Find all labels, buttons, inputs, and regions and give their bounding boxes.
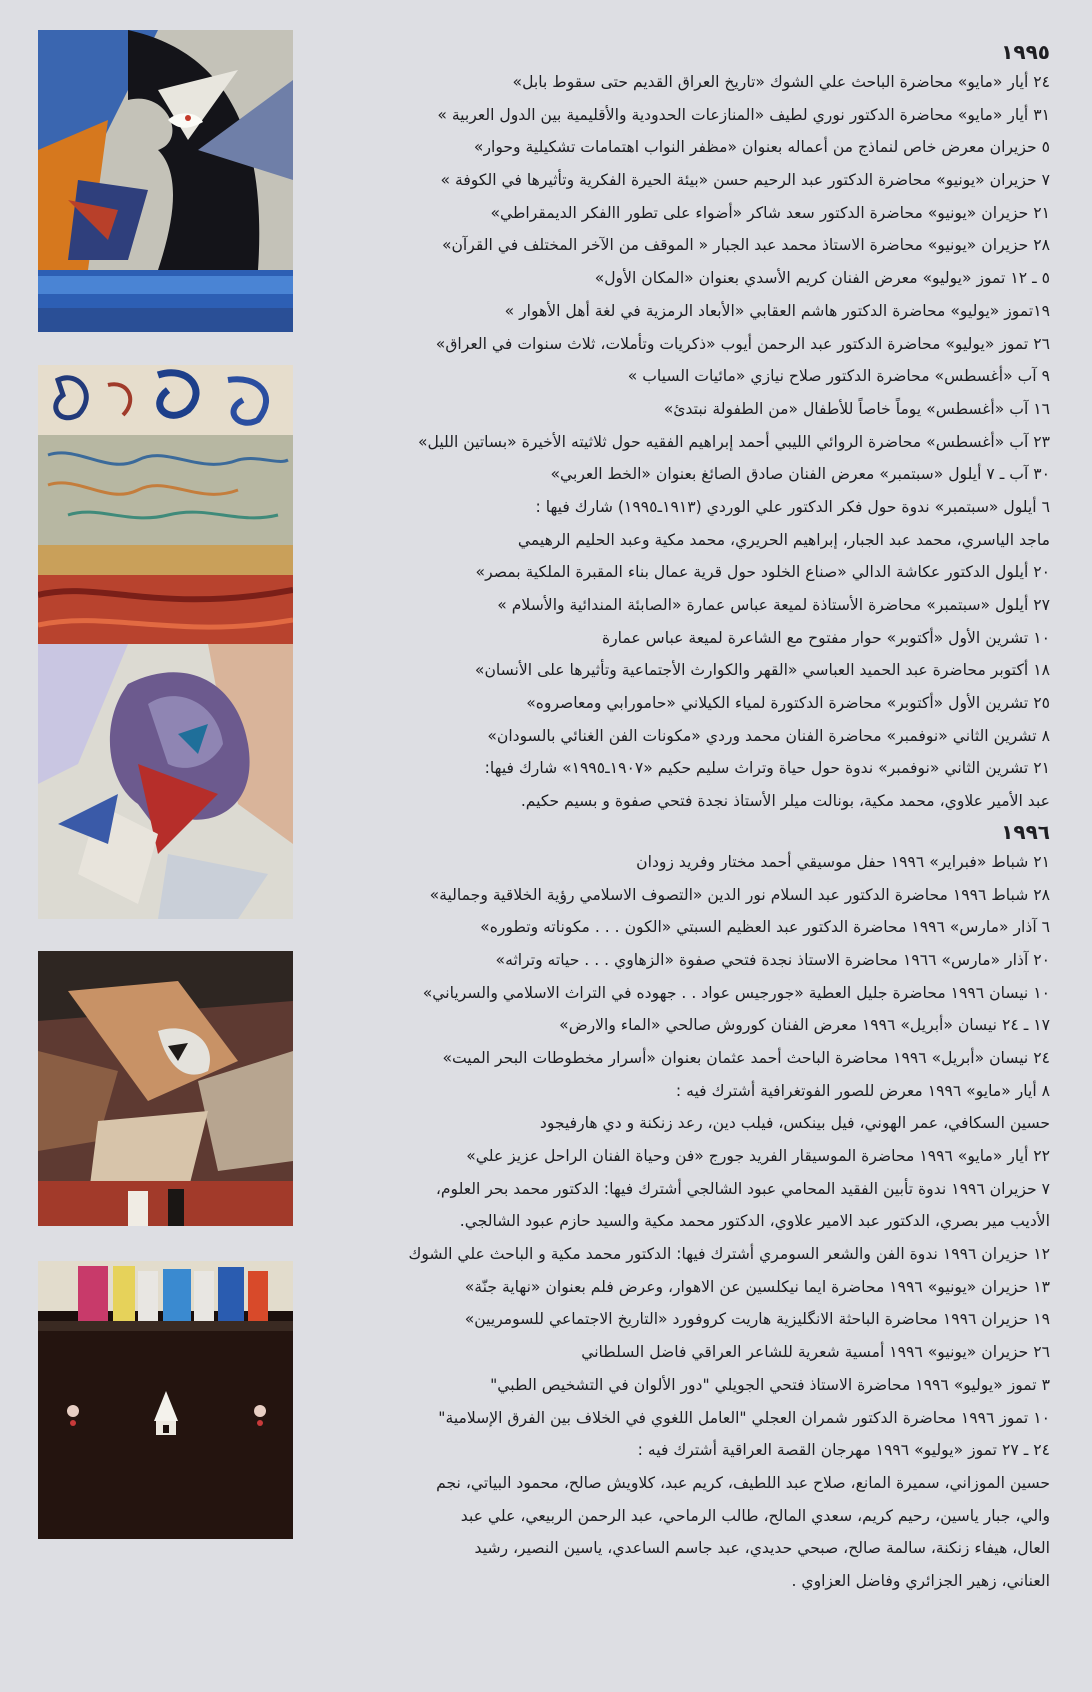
event-entry: ٢٤ ـ ٢٧ تموز «يوليو» ١٩٩٦ مهرجان القصة العراقية أشترك فيه : [637, 1441, 1050, 1460]
events-list-1995 [330, 66, 1050, 818]
painting-figure-head [38, 644, 293, 919]
event-entry: ١٧ ـ ٢٤ نيسان «أبريل» ١٩٩٦ معرض الفنان كوروش صالحي «الماء والارض» [559, 1016, 1050, 1035]
event-entry: ٢٨ حزيران «يونيو» محاضرة الاستاذ محمد عبد الجبار « الموقف من الآخر المختلف في القرآن» [441, 236, 1050, 255]
event-entry: ٢٦ حزيران «يونيو» ١٩٩٦ أمسية شعرية للشاعر العراقي فاضل السلطاني [581, 1343, 1050, 1362]
event-entry: ٢٠ آذار «مارس» ١٩٦٦ محاضرة الاستاذ نجدة فتحي صفوة «الزهاوي . . . حياته وتراثه» [495, 950, 1050, 969]
painting-geometric-abstract [38, 951, 293, 1226]
event-entry: ١٠ تموز ١٩٩٦ محاضرة الدكتور شمران العجلي "العامل اللغوي في الخلاف بين الفرق الإسلامية" [438, 1408, 1050, 1427]
event-participants: الأديب مير بصري، الدكتور عبد الامير علاوي، الدكتور محمد مكية والسيد حازم عبود الشالجي. [459, 1212, 1050, 1231]
event-entry: ١٠ نيسان ١٩٩٦ محاضرة جليل العطية «جورجيس عواد . . جهوده في التراث الاسلامي والسرياني» [422, 983, 1050, 1002]
event-entry: ٢١ حزيران «يونيو» محاضرة الدكتور سعد شاكر «أضواء على تطور االفكر الديمقراطي» [490, 203, 1050, 222]
event-participants: حسين السكافي، عمر الهوني، فيل بينكس، فيلب دين، رعد زنكنة و دي هارفيجود [539, 1114, 1050, 1133]
event-entry: ١٠ تشرين الأول «أكتوبر» حوار مفتوح مع الشاعرة لميعة عباس عمارة [601, 628, 1050, 647]
event-participants: عبد الأمير علاوي، محمد مكية، بونالت ميلر الأستاذ نجدة فتحي صفوة و بسيم حكيم. [520, 792, 1050, 811]
painting-dark-interior [38, 1261, 293, 1539]
event-entry: ٢٣ آب «أغسطس» محاضرة الروائي الليبي أحمد إبراهيم الفقيه حول ثلاثيته الأخيرة «بساتين الليل» [418, 432, 1050, 451]
event-entry: ٢٤ أيار «مايو» محاضرة الباحث علي الشوك «تاريخ العراق القديم حتى سقوط بابل» [512, 73, 1050, 91]
event-entry: ٥ حزيران معرض خاص لنماذج من أعماله بعنوان «مظفر النواب اهتمامات تشكيلية وحوار» [473, 138, 1050, 157]
event-participants: حسين الموزاني، سميرة المانع، صلاح عبد اللطيف، كريم عبد، كلاويش صالح، محمود البياتي، نجم [436, 1473, 1050, 1492]
year-heading-1995: ١٩٩٥ [1001, 40, 1050, 64]
events-list-1996 [330, 846, 1050, 1598]
event-entry: ٢٠ أيلول الدكتور عكاشة الدالي «صناع الخلود حول قرية عمال بناء المقبرة الملكية بمصر» [475, 563, 1050, 582]
event-entry: ٧ حزيران «يونيو» محاضرة الدكتور عبد الرحيم حسن «بيئة الحيرة الفكرية وتأثيرها في الكوفة » [440, 171, 1050, 190]
year-heading-1996: ١٩٩٦ [1001, 819, 1050, 844]
event-entry: ٦ أيلول «سبتمبر» ندوة حول فكر الدكتور علي الوردي (١٩١٣ـ١٩٩٥) شارك فيها : [535, 497, 1050, 516]
event-entry: ٦ آذار «مارس» ١٩٩٦ محاضرة الدكتور عبد العظيم السبتي «الكون . . . مكوناته وتطوره» [480, 918, 1050, 937]
event-participants: والي، جبار ياسين، رحيم كريم، سعدي المالح، طالب الرماحي، عبد الرحمن الربيعي، علي عبد [460, 1506, 1050, 1525]
event-participants: العال، هيفاء زنكنة، سالمة صالح، صبحي حديدي، عبد جاسم الساعدي، ياسين النصير، رشيد [474, 1539, 1050, 1558]
event-entry: ٢٥ تشرين الأول «أكتوبر» محاضرة الدكتورة لمياء الكيلاني «حامورابي ومعاصروه» [526, 694, 1050, 713]
event-entry: ٢٢ أيار «مايو» ١٩٩٦ محاضرة الموسيقار الفريد جورج «فن وحياة الفنان الراحل عزيز علي» [466, 1147, 1050, 1165]
event-entry: ١٩تموز «يوليو» محاضرة الدكتور هاشم العقابي «الأبعاد الرمزية في لغة أهل الأهوار » [504, 301, 1050, 320]
event-entry: ٢٨ شباط ١٩٩٦ محاضرة الدكتور عبد السلام نور الدين «التصوف الاسلامي رؤية الخلاقية وجمالية» [429, 885, 1050, 904]
event-entry: ٨ أيار «مايو» ١٩٩٦ معرض للصور الفوتغرافية أشترك فيه : [675, 1081, 1050, 1100]
event-entry: ٣ تموز «يوليو» ١٩٩٦ محاضرة الاستاذ فتحي الجويلي "دور الألوان في التشخيص الطبي" [490, 1375, 1050, 1394]
event-entry: ٢٧ أيلول «سبتمبر» محاضرة الأستاذة لميعة عباس عمارة «الصابئة المندائية والأسلام » [497, 596, 1050, 614]
event-entry: ٩ آب «أغسطس» محاضرة الدكتور صلاح نيازي «مائيات السياب » [627, 367, 1050, 386]
event-participants: العناني، زهير الجزائري وفاضل العزاوي . [791, 1571, 1050, 1590]
event-entry: ٣١ أيار «مايو» محاضرة الدكتور نوري لطيف «المنازعات الحدودية والأقليمية بين الدول العربية » [437, 105, 1050, 124]
event-entry: ١٢ حزيران ١٩٩٦ ندوة الفن والشعر السومري أشترك فيها: الدكتور محمد مكية و الباحث علي الشوك [408, 1245, 1050, 1264]
event-entry: ٢٤ نيسان «أبريل» ١٩٩٦ محاضرة الباحث أحمد عثمان بعنوان «أسرار مخطوطات البحر الميت» [442, 1048, 1050, 1067]
event-entry: ١٨ أكتوبر محاضرة عبد الحميد العباسي «القهر والكوارث الأجتماعية وتأثيرها على الأنسان» [474, 661, 1050, 680]
event-entry: ١٣ حزيران «يونيو» ١٩٩٦ محاضرة ايما نيكلسين عن الاهوار، وعرض فلم بعنوان «نهاية جنّة» [464, 1277, 1050, 1296]
event-participants: ماجد الياسري، محمد عبد الجبار، إبراهيم الحريري، محمد مكية وعبد الحليم الرهيمي [517, 530, 1050, 549]
event-entry: ٣٠ آب ـ ٧ أيلول «سبتمبر» معرض الفنان صادق الصائغ بعنوان «الخط العربي» [550, 465, 1050, 484]
event-entry: ٧ حزيران ١٩٩٦ ندوة تأبين الفقيد المحامي عبود الشالجي أشترك فيها: الدكتور محمد بحر العلوم، [435, 1179, 1050, 1198]
painting-calligraphy-abstract [38, 365, 293, 648]
event-entry: ٨ تشرين الثاني «نوفمبر» محاضرة الفنان محمد وردي «مكونات الفن الغنائي بالسودان» [487, 726, 1050, 745]
event-entry: ٢١ تشرين الثاني «نوفمبر» ندوة حول حياة وتراث سليم حكيم «١٩٠٧ـ١٩٩٥» شارك فيها: [484, 759, 1050, 778]
event-entry: ٢١ شباط «فبراير» ١٩٩٦ حفل موسيقي أحمد مختار وفريد زودان [636, 852, 1050, 871]
event-entry: ١٩ حزيران ١٩٩٦ محاضرة الباحثة الانگليزية هاريت كروفورد «التاريخ الاجتماعي للسومريين» [464, 1310, 1050, 1329]
painting-profile-head [38, 30, 293, 332]
events-chronology [330, 38, 1050, 1598]
event-entry: ١٦ آب «أغسطس» يوماً خاصاً للأطفال «من الطفولة نبتدئ» [663, 399, 1050, 418]
event-entry: ٢٦ تموز «يوليو» محاضرة الدكتور عبد الرحمن أيوب «ذكريات وتأملات، ثلاث سنوات في العراق» [435, 334, 1050, 353]
event-entry: ٥ ـ ١٢ تموز «يوليو» معرض الفنان كريم الأسدي بعنوان «المكان الأول» [594, 269, 1050, 288]
